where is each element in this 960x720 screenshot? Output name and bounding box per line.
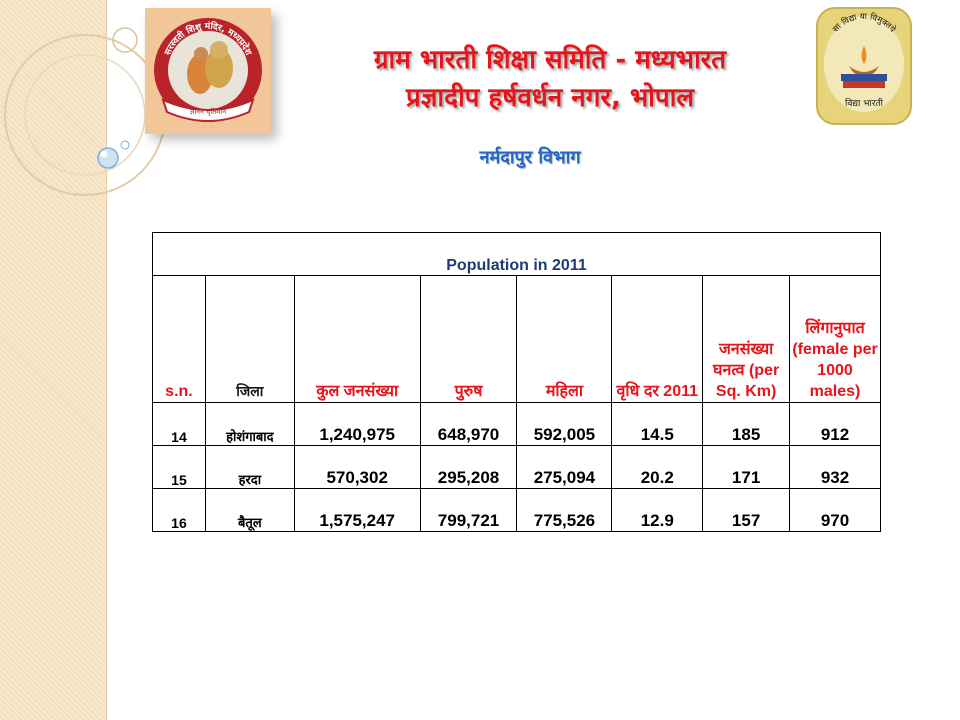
table-cell: 932 [790,446,881,489]
page-title-line2: प्रज्ञादीप हर्षवर्धन नगर, भोपाल [405,83,695,113]
table-cell: बैतूल [205,489,294,532]
table-cell: 799,721 [420,489,517,532]
column-header: कुल जनसंख्या [294,276,420,403]
table-cell: 14.5 [612,403,703,446]
column-header: लिंगानुपात (female per 1000 males) [790,276,881,403]
saraswati-shishu-mandir-logo [145,8,271,134]
population-table [152,232,881,532]
column-header: जनसंख्या घनत्व (per Sq. Km) [703,276,790,403]
page-subtitle: नर्मदापुर विभाग [479,147,581,168]
left-logo-banner: ज्ञानेन धृतिमान [189,108,227,116]
table-cell: 12.9 [612,489,703,532]
table-cell: 14 [153,403,206,446]
table-row [153,489,881,532]
table-cell: 20.2 [612,446,703,489]
table-row [153,403,881,446]
table-cell: 295,208 [420,446,517,489]
table-cell: 775,526 [517,489,612,532]
table-cell: 185 [703,403,790,446]
right-logo-motto: सा विद्या या विमुक्तये [831,11,898,35]
page-title-line1: ग्राम भारती शिक्षा समिति - मध्यभारत [373,45,727,75]
table-cell: 1,240,975 [294,403,420,446]
column-header: जिला [205,276,294,403]
table-row [153,446,881,489]
column-header: वृधि दर 2011 [612,276,703,403]
column-header: महिला [517,276,612,403]
column-header: पुरुष [420,276,517,403]
table-caption: Population in 2011 [153,233,881,276]
table-cell: 15 [153,446,206,489]
table-cell: 171 [703,446,790,489]
decorative-side-band [0,0,107,720]
table-cell: 970 [790,489,881,532]
table-cell: 592,005 [517,403,612,446]
table-cell: 16 [153,489,206,532]
table-cell: 275,094 [517,446,612,489]
table-cell: 157 [703,489,790,532]
table-cell: 648,970 [420,403,517,446]
column-header: s.n. [153,276,206,403]
table-cell: 912 [790,403,881,446]
right-logo-name: विद्या भारती [845,99,883,109]
table-cell: 1,575,247 [294,489,420,532]
table-cell: 570,302 [294,446,420,489]
vidya-bharati-logo [815,6,913,126]
left-logo-text: सरस्वती शिशु मंदिर, मध्यप्रदेश [163,21,253,57]
table-cell: होशंगाबाद [205,403,294,446]
table-cell: हरदा [205,446,294,489]
